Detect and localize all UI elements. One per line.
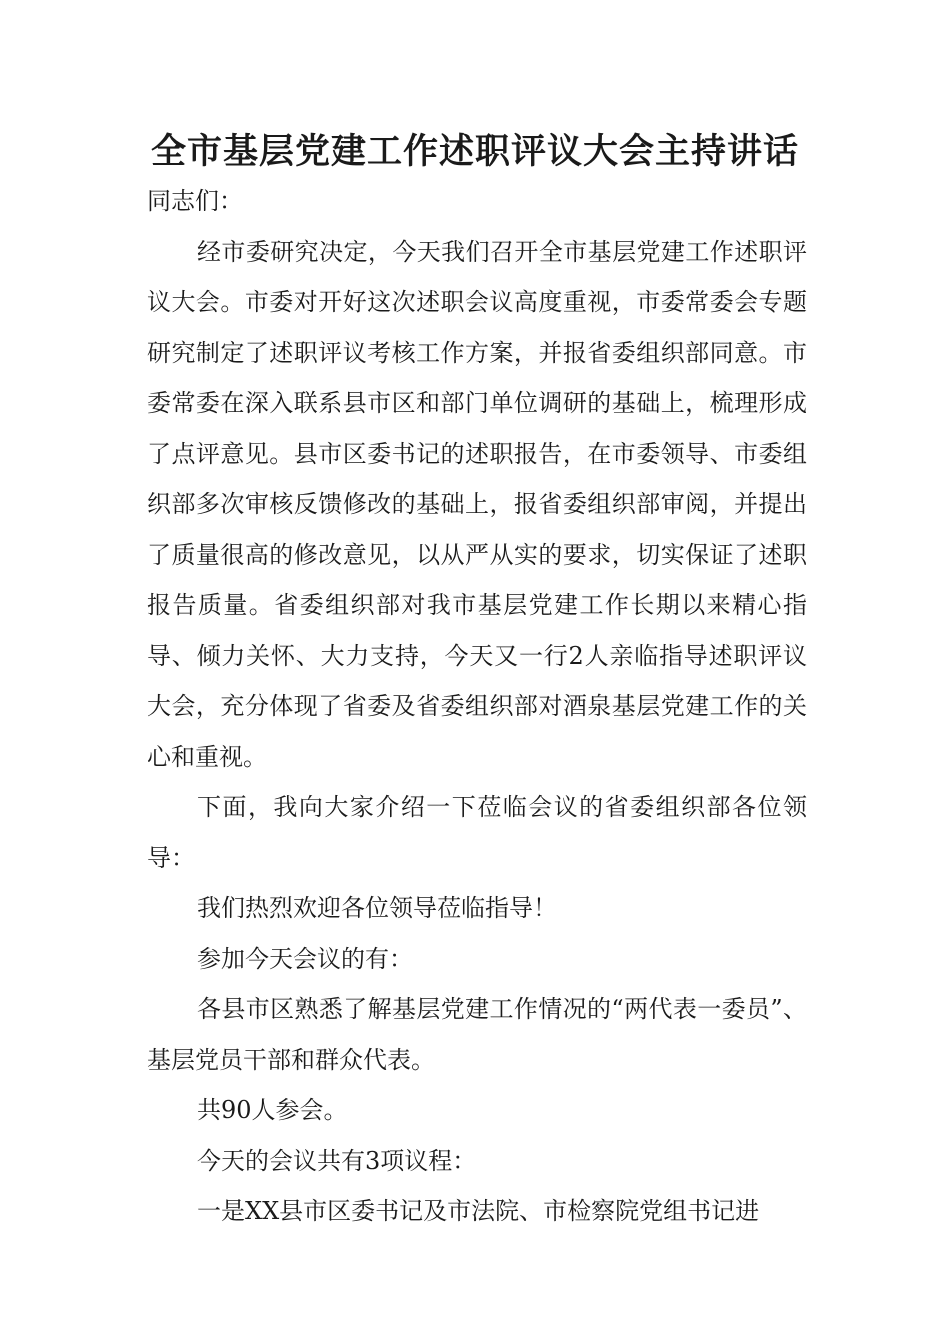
paragraph-7: 今天的会议共有3项议程： bbox=[197, 1146, 477, 1175]
paragraph-8: 一是XX县市区委书记及市法院、市检察院党组书记进 bbox=[197, 1197, 760, 1225]
document-title: 全市基层党建工作述职评议大会主持讲话 bbox=[150, 132, 799, 172]
paragraph-salutation: 同志们： bbox=[147, 187, 243, 215]
document-body bbox=[147, 176, 807, 1237]
paragraph-5: 各县市区熟悉了解基层党建工作情况的“两代表一委员”、基层党员干部和群众代表。 bbox=[147, 995, 807, 1074]
paragraph-3: 我们热烈欢迎各位领导莅临指导！ bbox=[197, 894, 557, 922]
paragraph-1: 经市委研究决定，今天我们召开全市基层党建工作述职评议大会。市委对开好这次述职会议高度重视，市委常委会专题研究制定了述职评议考核工作方案，并报省委组织部同意。市委常委在深入联系县市区和部门单位调研的基础上，梳理形成了点评意见。县市区委书记的述职报告，在市委领导、市委组织部多次审核反馈修改的基础上，报省委组织部审阅，并提出了质量很高的修改意见，以从严从实的要求，切实保证了述职报告质量。省委组织部对我市基层党建工作长期以来精心指导、倾力关怀、大力支持，今天又一行2人亲临指导述职评议大会，充分体现了省委及省委组织部对酒泉基层党建工作的关心和重视。 bbox=[147, 237, 807, 771]
paragraph-4: 参加今天会议的有： bbox=[197, 944, 413, 973]
paragraph-2: 下面，我向大家介绍一下莅临会议的省委组织部各位领导： bbox=[147, 793, 807, 872]
paragraph-6: 共90人参会。 bbox=[197, 1096, 348, 1124]
